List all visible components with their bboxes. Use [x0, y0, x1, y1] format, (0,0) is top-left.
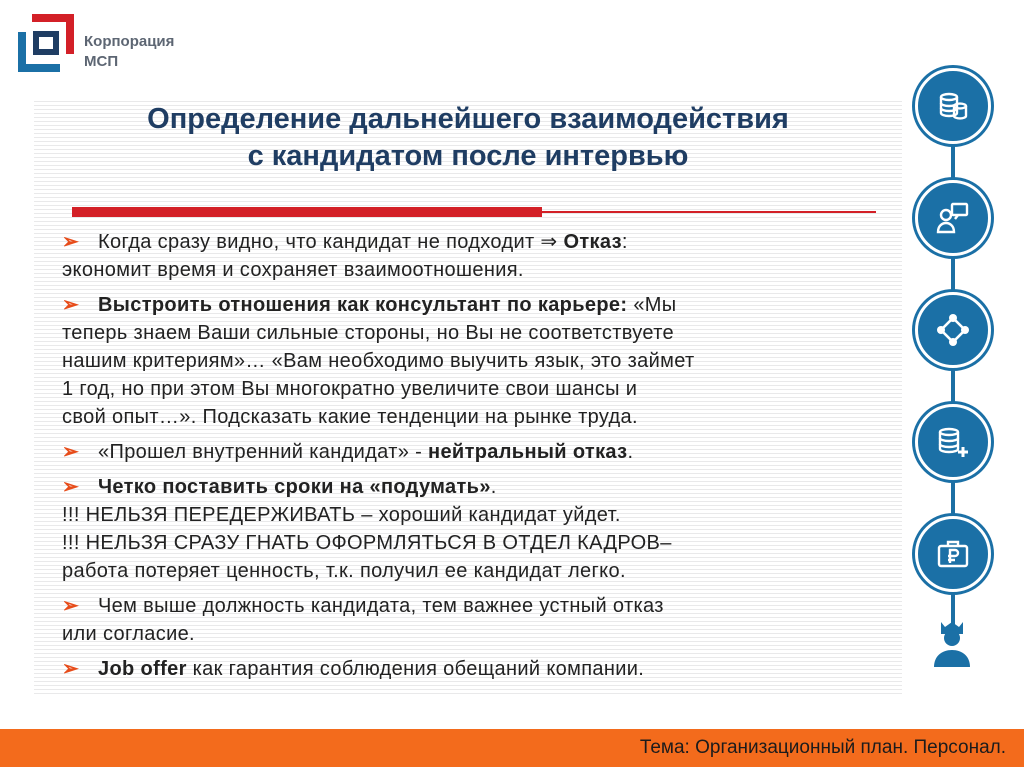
bullet-list	[62, 228, 892, 690]
bullet-text: «Мы	[627, 294, 677, 316]
footer-topic: Тема: Организационный план. Персонал.	[639, 737, 1006, 758]
bullet-item	[62, 438, 892, 466]
bullet-item	[62, 655, 892, 683]
bullet-arrow-icon: ➢	[62, 658, 80, 680]
icon-timeline	[908, 64, 998, 674]
bullet-text: .	[490, 476, 497, 498]
bullet-text: Чем выше должность кандидата, тем важнее устный отказ	[98, 595, 664, 617]
bullet-text: работа потеряет ценность, т.к. получил ее кандидат легко.	[62, 560, 626, 582]
bullet-item	[62, 228, 892, 284]
bullet-arrow-icon: ➢	[62, 595, 80, 617]
bullet-arrow-icon: ➢	[62, 476, 80, 498]
database-icon	[915, 68, 991, 144]
bullet-text: .	[627, 441, 634, 463]
title-underline-thick	[72, 207, 542, 217]
title-underline-thin	[542, 211, 876, 213]
title-line-2: с кандидатом после интервью	[247, 140, 689, 172]
bullet-bold-text: нейтральный отказ	[428, 441, 628, 463]
ruble-briefcase-icon	[915, 516, 991, 592]
corporation-logo	[18, 10, 198, 74]
bullet-bold-text: Четко поставить сроки на «подумать»	[98, 476, 491, 498]
footer-bar	[0, 729, 1024, 767]
bullet-text: экономит время и сохраняет взаимоотношения.	[62, 259, 524, 281]
bullet-text: !!! НЕЛЬЗЯ СРАЗУ ГНАТЬ ОФОРМЛЯТЬСЯ В ОТДЕЛ КАДРОВ–	[62, 532, 672, 554]
bullet-bold-text: Отказ	[563, 231, 622, 253]
bullet-text: !!! НЕЛЬЗЯ ПЕРЕДЕРЖИВАТЬ – хороший кандидат уйдет.	[62, 504, 621, 526]
bullet-item	[62, 473, 892, 585]
bullet-text: как гарантия соблюдения обещаний компании.	[186, 658, 645, 680]
bullet-text: Когда сразу видно, что кандидат не подходит ⇒	[98, 231, 564, 253]
bullet-arrow-icon: ➢	[62, 231, 80, 253]
bullet-item	[62, 291, 892, 431]
bullet-item	[62, 592, 892, 648]
logo-line-1: Корпорация	[84, 33, 175, 50]
logo-text	[84, 32, 174, 72]
network-icon	[915, 292, 991, 368]
logo-mark-icon	[18, 14, 74, 72]
bullet-text: нашим критериям»… «Вам необходимо выучить язык, это займет	[62, 350, 695, 372]
title-line-1: Определение дальнейшего взаимодействия	[147, 103, 789, 135]
bullet-text: 1 год, но при этом Вы многократно увеличите свои шансы и	[62, 378, 638, 400]
person-icon	[931, 620, 973, 668]
bullet-bold-text: Выстроить отношения как консультант по карьере:	[98, 294, 628, 316]
bullet-text: «Прошел внутренний кандидат» -	[98, 441, 429, 463]
bullet-arrow-icon: ➢	[62, 294, 80, 316]
bullet-text: теперь знаем Ваши сильные стороны, но Вы не соответствуете	[62, 322, 674, 344]
bullet-text: :	[621, 231, 628, 253]
bullet-arrow-icon: ➢	[62, 441, 80, 463]
presenter-icon	[915, 180, 991, 256]
database-add-icon	[915, 404, 991, 480]
bullet-text: свой опыт…». Подсказать какие тенденции на рынке труда.	[62, 406, 638, 428]
slide-title	[34, 101, 902, 175]
logo-line-2: МСП	[84, 53, 119, 70]
bullet-text: или согласие.	[62, 623, 195, 645]
bullet-bold-text: Job offer	[98, 658, 187, 680]
